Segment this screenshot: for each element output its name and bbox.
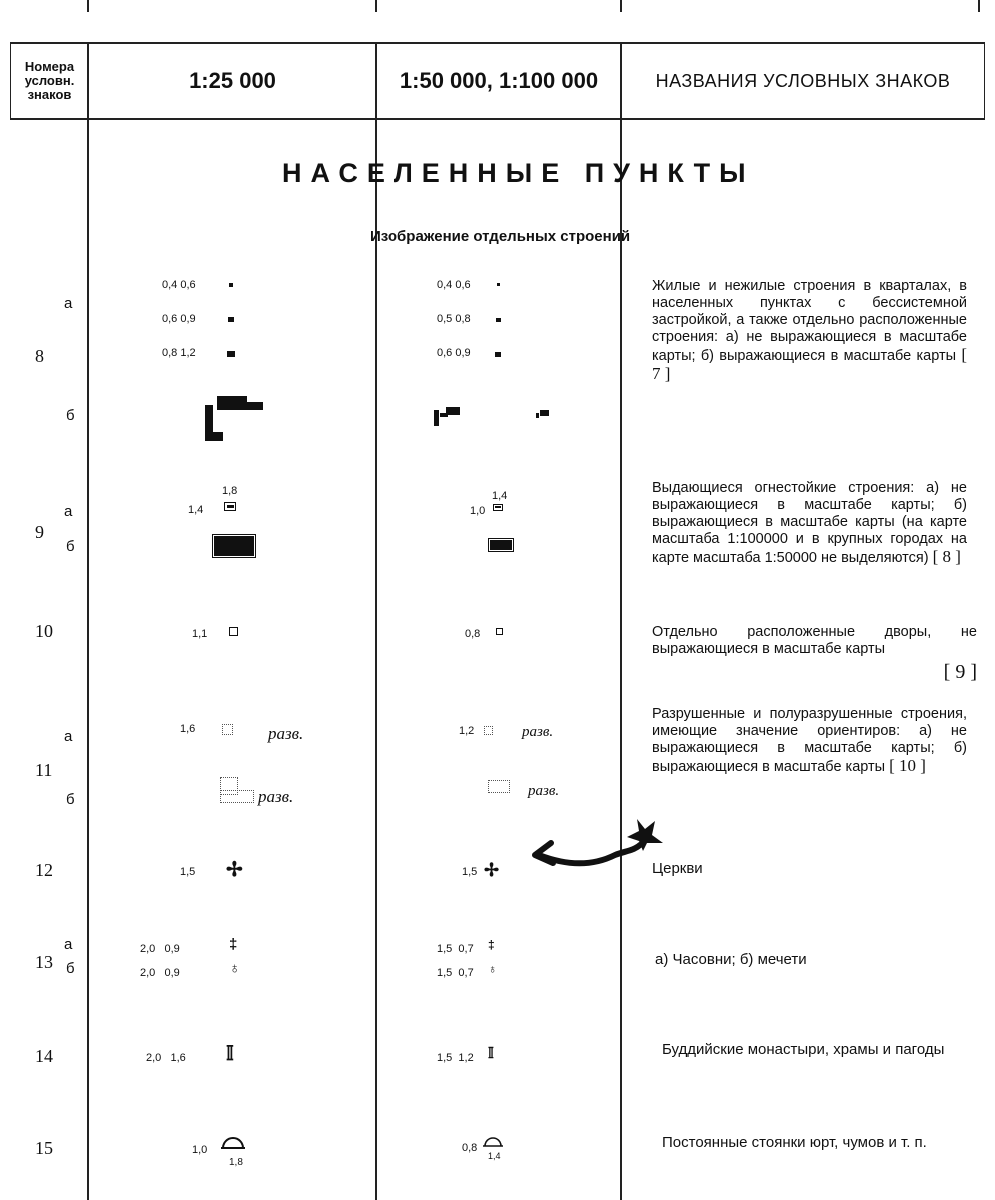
- header-col-25000-label: 1:25 000: [189, 68, 276, 93]
- row-11-razv-label: разв.: [258, 787, 294, 806]
- mosque-icon: ♁: [229, 960, 241, 977]
- row-10-number: 10: [35, 621, 53, 641]
- fireproof-building-symbol: [493, 504, 503, 511]
- row-10-description-text: Отдельно расположенные дворы, не выражающиеся в масштабе карты: [652, 624, 977, 657]
- ruined-building-symbol: [484, 726, 493, 735]
- row-10-reference: [ 9 ]: [943, 661, 977, 683]
- row-14-dim-50: 1,5 1,2: [437, 1052, 474, 1064]
- row-13-dim-25: 2,0 0,9: [140, 943, 180, 955]
- ruined-building-block-symbol: [488, 780, 510, 793]
- row-11-letter-b: б: [66, 791, 75, 808]
- building-block-symbol: [205, 432, 223, 441]
- row-13-description: а) Часовни; б) мечети: [655, 951, 807, 968]
- mosque-icon: ♁: [488, 962, 497, 976]
- row-8-dim-25: 0,4 0,6: [162, 279, 196, 291]
- row-15-dim-25: 1,0: [192, 1144, 208, 1156]
- building-symbol-medium: [496, 318, 501, 322]
- row-11-description: [652, 706, 967, 776]
- row-14-description: Буддийские монастыри, храмы и пагоды: [662, 1041, 945, 1058]
- row-12-number: 12: [35, 860, 53, 880]
- yard-symbol: [229, 627, 238, 636]
- row-15-description: Постоянные стоянки юрт, чумов и т. п.: [662, 1134, 927, 1151]
- row-9-dim-50-top: 1,4: [492, 490, 508, 502]
- row-15-dim-25-bottom: 1,8: [229, 1157, 243, 1168]
- row-8-number: 8: [35, 346, 44, 366]
- row-8-description: [652, 278, 967, 384]
- row-10-dim-25: 1,1: [192, 628, 208, 640]
- row-15-dim-50-bottom: 1,4: [488, 1151, 501, 1161]
- building-symbol-small: [497, 283, 500, 286]
- header-col-numbers-label: Номера условн. знаков: [24, 59, 75, 102]
- building-block-symbol: [245, 402, 263, 410]
- row-9-description: [652, 480, 967, 567]
- row-8-description-text: Жилые и нежилые строения в кварталах, в населенных пунктах с бессистемной застройкой, а также отдельно расположенные строения: а) не выражающиеся в масштабе карты; б) выражающиеся в масштабе карты: [652, 278, 967, 364]
- row-11-razv-label: разв.: [528, 783, 560, 799]
- row-10-description: [652, 624, 977, 681]
- row-11-razv-label: разв.: [268, 724, 304, 743]
- row-10-dim-50: 0,8: [465, 628, 481, 640]
- row-12-dim-50: 1,5: [462, 866, 478, 878]
- church-icon: ✢: [484, 860, 500, 880]
- row-8-dim-50: 0,5 0,8: [437, 313, 471, 325]
- row-13-letter-b: б: [66, 960, 75, 977]
- row-8-letter-b: б: [66, 407, 75, 424]
- yard-symbol: [496, 628, 503, 635]
- row-9-reference: [ 8 ]: [932, 547, 961, 566]
- row-13-letter-a: а: [64, 936, 73, 953]
- row-11-description-text: Разрушенные и полуразрушенные строения, имеющие значение ориентиров: а) не выражающиеся в масштабе карты; б) выражающиеся в масштабе карты: [652, 706, 967, 775]
- building-symbol-large: [227, 351, 235, 357]
- building-block-symbol: [540, 410, 549, 416]
- row-15-number: 15: [35, 1138, 53, 1158]
- row-13-number: 13: [35, 952, 53, 972]
- building-block-symbol: [536, 413, 539, 418]
- building-symbol-large: [495, 352, 501, 357]
- fireproof-building-symbol: [224, 502, 236, 511]
- row-13-dim-50: 1,5 0,7: [437, 943, 474, 955]
- row-9-letter-a: а: [64, 503, 73, 520]
- row-11-reference: [ 10 ]: [889, 756, 926, 775]
- row-9-description-text: Выдающиеся огнестойкие строения: а) не выражающиеся в масштабе карты; б) выражающиеся в масштабе карты (на карте масштаба 1:100000 и в крупных городах на карте масштаба 1:50000 не выделяются): [652, 480, 967, 566]
- ruined-building-block-symbol: [220, 790, 254, 803]
- header-col-names-label: НАЗВАНИЯ УСЛОВНЫХ ЗНАКОВ: [655, 70, 951, 91]
- fireproof-building-block-symbol: [490, 540, 512, 550]
- section-subtitle: Изображение отдельных строений: [370, 228, 631, 245]
- row-11-razv-label: разв.: [522, 724, 554, 740]
- row-13-dim-25: 2,0 0,9: [140, 967, 180, 979]
- row-15-dim-50: 0,8: [462, 1142, 478, 1154]
- row-9-number: 9: [35, 522, 44, 542]
- fireproof-building-block-symbol: [214, 536, 254, 556]
- header-col-numbers: [10, 42, 88, 120]
- row-9-dim-25-left: 1,4: [188, 504, 204, 516]
- yurt-icon: [483, 1136, 503, 1150]
- building-symbol-medium: [228, 317, 234, 322]
- building-symbol-small: [229, 283, 233, 287]
- row-11-number: 11: [35, 760, 53, 780]
- column-divider: [375, 42, 377, 1200]
- building-block-symbol: [446, 407, 460, 415]
- header-col-50000-label: 1:50 000, 1:100 000: [399, 68, 599, 93]
- church-icon: ✢: [226, 859, 243, 881]
- row-8-dim-50: 0,6 0,9: [437, 347, 471, 359]
- row-12-dim-25: 1,5: [180, 866, 196, 878]
- column-divider: [620, 42, 622, 1200]
- row-13-dim-50: 1,5 0,7: [437, 967, 474, 979]
- row-11-dim-25: 1,6: [180, 723, 196, 735]
- header-col-25000: [88, 42, 376, 120]
- building-block-symbol: [217, 396, 247, 410]
- row-14-number: 14: [35, 1046, 53, 1066]
- building-block-symbol: [434, 410, 439, 426]
- row-8-letter-a: а: [64, 295, 73, 312]
- row-8-reference: [ 7 ]: [652, 345, 967, 383]
- row-11-letter-a: а: [64, 728, 73, 745]
- row-14-dim-25: 2,0 1,6: [146, 1052, 186, 1064]
- header-col-names: [621, 42, 985, 120]
- building-block-symbol: [440, 413, 448, 417]
- row-8-dim-25: 0,6 0,9: [162, 313, 196, 325]
- row-8-dim-50: 0,4 0,6: [437, 279, 471, 291]
- ruined-building-symbol: [222, 724, 233, 735]
- buddhist-temple-icon: 𝕀: [226, 1043, 234, 1065]
- hand-drawn-arrow-icon: [525, 815, 670, 890]
- row-8-dim-25: 0,8 1,2: [162, 347, 196, 359]
- chapel-icon: ‡: [229, 936, 238, 953]
- section-title: НАСЕЛЕННЫЕ ПУНКТЫ: [282, 158, 755, 188]
- row-9-dim-50-left: 1,0: [470, 505, 486, 517]
- row-9-letter-b: б: [66, 538, 75, 555]
- row-9-dim-25-top: 1,8: [222, 485, 238, 497]
- buddhist-temple-icon: 𝕀: [488, 1046, 494, 1062]
- chapel-icon: ‡: [488, 938, 495, 952]
- header-col-50000: [376, 42, 621, 120]
- yurt-icon: [221, 1136, 245, 1152]
- row-11-dim-50: 1,2: [459, 725, 475, 737]
- row-12-description: Церкви: [652, 860, 703, 877]
- column-divider: [87, 42, 89, 1200]
